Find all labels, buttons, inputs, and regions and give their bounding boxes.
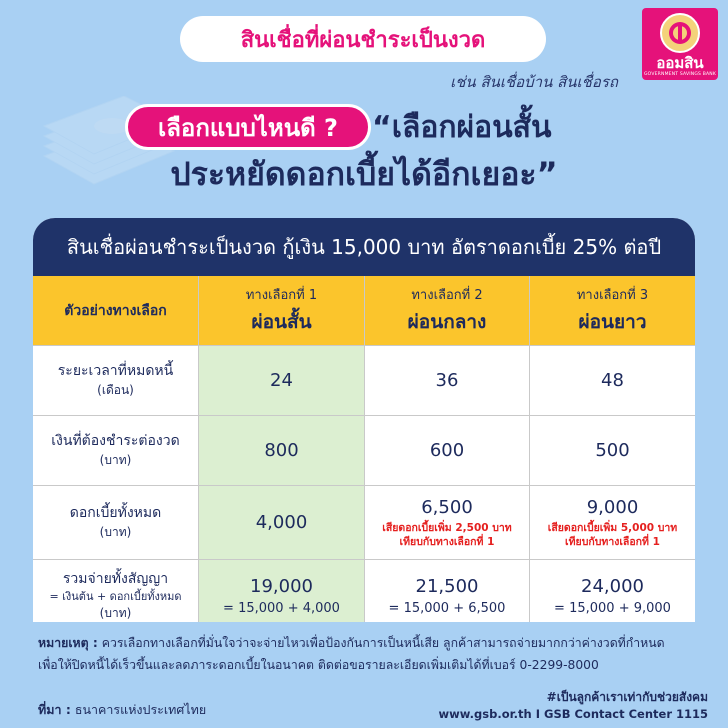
gsb-emblem-icon [660, 13, 700, 53]
value: 600 [429, 440, 465, 461]
value: 6,500 [421, 496, 473, 518]
option2-small: ทางเลือกที่ 2 [411, 288, 483, 303]
value-cell [530, 560, 695, 622]
value-cell [365, 486, 530, 559]
formula: = 15,000 + 4,000 [223, 601, 340, 616]
row-label: รวมจ่ายทั้งสัญญา [62, 570, 169, 587]
option3-big: ผ่อนยาว [578, 311, 647, 333]
footnote [38, 632, 698, 676]
value-cell [365, 416, 530, 485]
value-cell [199, 346, 365, 415]
value: 48 [601, 370, 624, 391]
value-cell [199, 560, 365, 622]
footnote-text-2: เพื่อให้ปิดหนี้ได้เร็วขึ้นและลดภาระดอกเบี้ยในอนาคต ติดต่อขอรายละเอียดเพิ่มเติมได้ที่เบอร์ 0-2299-8000 [38, 658, 599, 672]
table-title: สินเชื่อผ่อนชำระเป็นงวด กู้เงิน 15,000 บาท อัตราดอกเบี้ย 25% ต่อปี [33, 218, 695, 276]
headline-line2: ประหยัดดอกเบี้ยได้อีกเยอะ” [170, 155, 558, 193]
value: 24,000 [581, 576, 644, 597]
source-text: ธนาคารแห่งประเทศไทย [74, 702, 207, 717]
row-unit: (บาท) [99, 524, 132, 539]
table-header-row [33, 276, 695, 346]
value-cell [199, 416, 365, 485]
table-row [33, 560, 695, 622]
row-unit: (บาท) [99, 605, 132, 620]
page-title: สินเชื่อที่ผ่อนชำระเป็นงวด [240, 27, 486, 53]
header-cell-option1 [199, 276, 365, 345]
extra-interest-note: เสียดอกเบี้ยเพิ่ม 5,000 บาท เทียบกับทางเลือกที่ 1 [547, 521, 678, 548]
table-row [33, 346, 695, 416]
row-unit: (เดือน) [97, 382, 134, 397]
example-text: เช่น สินเชื่อบ้าน สินเชื่อรถ [450, 73, 618, 91]
logo-subtitle: GOVERNMENT SAVINGS BANK [644, 72, 716, 77]
row-label: ดอกเบี้ยทั้งหมด [69, 504, 162, 521]
table-row [33, 416, 695, 486]
option2-big: ผ่อนกลาง [407, 311, 487, 333]
source [38, 700, 206, 720]
row-unit: (บาท) [99, 452, 132, 467]
headline-line1: “เลือกผ่อนสั้น [372, 109, 552, 145]
title-pill [180, 16, 546, 62]
formula: = 15,000 + 9,000 [554, 601, 671, 616]
question-text: เลือกแบบไหนดี ? [158, 113, 338, 142]
extra-interest-note: เสียดอกเบี้ยเพิ่ม 2,500 บาท เทียบกับทางเลือกที่ 1 [382, 521, 512, 548]
header-cell-option2 [365, 276, 530, 345]
logo-name: ออมสิน [656, 54, 704, 72]
row-label-cell [33, 416, 199, 485]
table-row [33, 486, 695, 560]
contact-info: www.gsb.or.th I GSB Contact Center 1115 [438, 707, 708, 721]
footnote-text: ควรเลือกทางเลือกที่มั่นใจว่าจะจ่ายไหวเพื่อป้องกันการเป็นหนี้เสีย ลูกค้าสามารถจ่ายมากกว่าค่างวดที่กำหนด [101, 636, 665, 650]
header-cell-option3 [530, 276, 695, 345]
footnote-label: หมายเหตุ : [38, 636, 98, 650]
value-cell [530, 486, 695, 559]
value-cell [365, 560, 530, 622]
row-label-cell [33, 486, 199, 559]
comparison-table [33, 218, 695, 622]
source-label: ที่มา : [38, 702, 71, 717]
header-label: ตัวอย่างทางเลือก [64, 302, 167, 319]
question-pill [125, 104, 371, 150]
value: 24 [270, 370, 293, 391]
value: 500 [595, 440, 630, 461]
value: 19,000 [250, 576, 313, 597]
formula: = 15,000 + 6,500 [388, 601, 506, 616]
value: 21,500 [415, 576, 479, 597]
value-cell [530, 416, 695, 485]
row-label-cell [33, 346, 199, 415]
option3-small: ทางเลือกที่ 3 [576, 288, 649, 303]
row-label-formula: = เงินต้น + ดอกเบี้ยทั้งหมด [49, 589, 182, 603]
value: 9,000 [586, 496, 639, 518]
hashtag: #เป็นลูกค้าเราเท่ากับช่วยสังคม [546, 690, 708, 704]
value: 4,000 [255, 512, 308, 533]
row-label: เงินที่ต้องชำระต่องวด [51, 432, 180, 449]
row-label: ระยะเวลาที่หมดหนี้ [57, 362, 174, 379]
value: 36 [435, 370, 459, 391]
header-cell-label [33, 276, 199, 345]
value-cell [365, 346, 530, 415]
gsb-logo [642, 8, 718, 80]
value: 800 [264, 440, 299, 461]
value-cell [199, 486, 365, 559]
row-label-cell [33, 560, 199, 622]
option1-small: ทางเลือกที่ 1 [245, 288, 318, 303]
option1-big: ผ่อนสั้น [251, 311, 312, 333]
value-cell [530, 346, 695, 415]
